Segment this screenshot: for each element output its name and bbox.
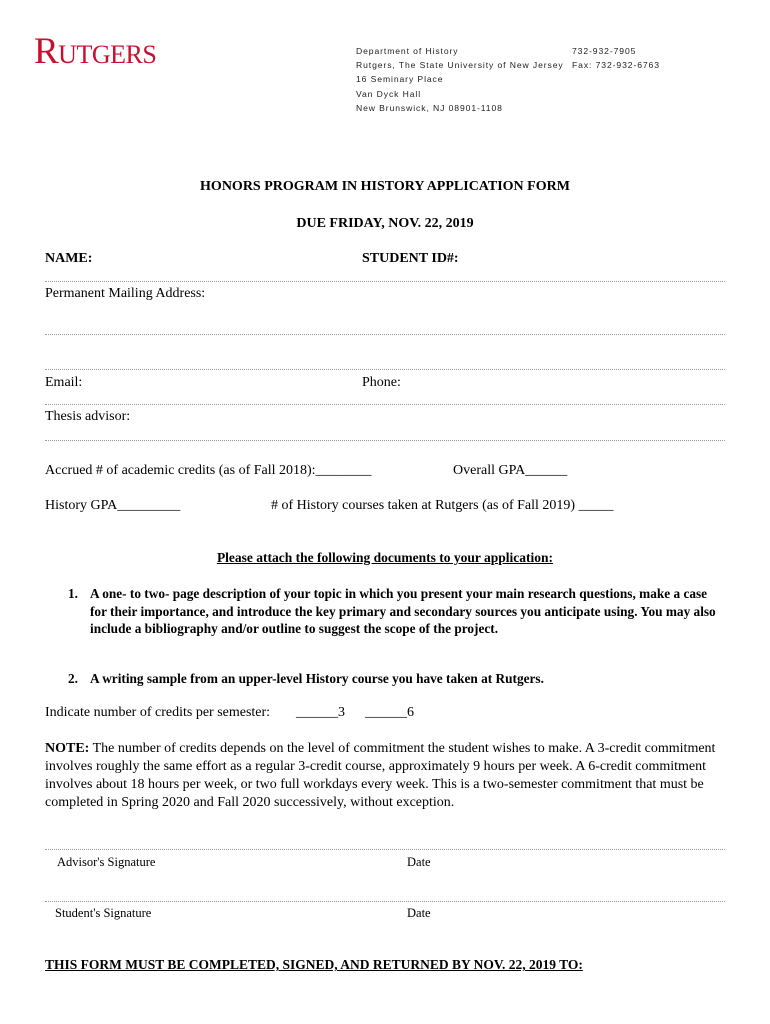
mailing-address-line-1[interactable] — [45, 334, 725, 335]
return-instruction: THIS FORM MUST BE COMPLETED, SIGNED, AND RETURNED BY NOV. 22, 2019 TO: — [45, 957, 583, 972]
email-label: Email: — [45, 375, 83, 390]
rutgers-logo: Rutgers — [34, 31, 157, 72]
overall-gpa-field[interactable]: Overall GPA______ — [453, 463, 568, 478]
note-text: The number of credits depends on the level of commitment the student wishes to make. A 3-credit commitment involves roughly the same effort as a regular 3-credit course, approximately 9 hours per week. A 6-credit commitment involves about 18 hours per week, or two full workdays every week. This is a two-semester commitment that must be completed in Spring 2020 and Fall 2020 successively, without exception. — [45, 741, 716, 810]
address-line: 16 Seminary Place — [356, 74, 444, 85]
history-courses-field[interactable]: # of History courses taken at Rutgers (as of Fall 2019) _____ — [271, 498, 614, 513]
list-item — [68, 585, 718, 638]
note-paragraph — [45, 740, 735, 812]
mailing-address-label: Permanent Mailing Address: — [45, 286, 206, 301]
form-title: HONORS PROGRAM IN HISTORY APPLICATION FORM — [200, 179, 570, 194]
address-line: New Brunswick, NJ 08901-1108 — [356, 102, 503, 113]
student-date-label: Date — [407, 906, 431, 920]
phone-label: Phone: — [362, 375, 401, 390]
address-line: Van Dyck Hall — [356, 88, 422, 99]
list-text: A writing sample from an upper-level History course you have taken at Rutgers. — [90, 671, 544, 686]
student-signature-line[interactable] — [45, 901, 725, 902]
list-item — [68, 670, 718, 688]
department-address — [356, 44, 564, 115]
thesis-advisor-label: Thesis advisor: — [45, 409, 131, 424]
thesis-advisor-line[interactable] — [45, 440, 725, 441]
address-line: Department of History — [356, 46, 459, 56]
student-id-label: STUDENT ID#: — [362, 251, 459, 266]
address-line: Rutgers, The State University of New Jersey — [356, 60, 564, 71]
name-label: NAME: — [45, 251, 93, 266]
credits-option-3[interactable]: ______3 — [296, 705, 345, 720]
advisor-date-label: Date — [407, 855, 431, 869]
advisor-signature-label: Advisor's Signature — [57, 855, 156, 869]
attachments-heading: Please attach the following documents to your application: — [216, 550, 554, 565]
note-label: NOTE: — [45, 741, 90, 756]
email-field-line[interactable] — [45, 404, 725, 405]
advisor-signature-line[interactable] — [45, 849, 725, 850]
due-date: DUE FRIDAY, NOV. 22, 2019 — [296, 216, 474, 231]
credits-per-semester-label: Indicate number of credits per semester: — [45, 705, 271, 720]
fax-number: Fax: 732-932-6763 — [572, 60, 660, 71]
history-gpa-field[interactable]: History GPA_________ — [45, 498, 181, 513]
list-number: 2. — [68, 671, 78, 686]
list-number: 1. — [68, 586, 78, 601]
contact-numbers — [572, 44, 660, 72]
student-signature-label: Student's Signature — [55, 906, 152, 920]
list-text: A one- to two- page description of your topic in which you present your main research questions, make a case for their importance, and introduce the key primary and secondary sources you anticipate using. You may also include a bibliography and/or outline to suggest the scope of the project. — [90, 586, 716, 636]
accrued-credits-field[interactable]: Accrued # of academic credits (as of Fall 2018):________ — [45, 463, 372, 478]
name-field-line[interactable] — [45, 281, 725, 282]
phone-number: 732-932-7905 — [572, 46, 637, 56]
mailing-address-line-2[interactable] — [45, 369, 725, 370]
credits-option-6[interactable]: ______6 — [365, 705, 414, 720]
